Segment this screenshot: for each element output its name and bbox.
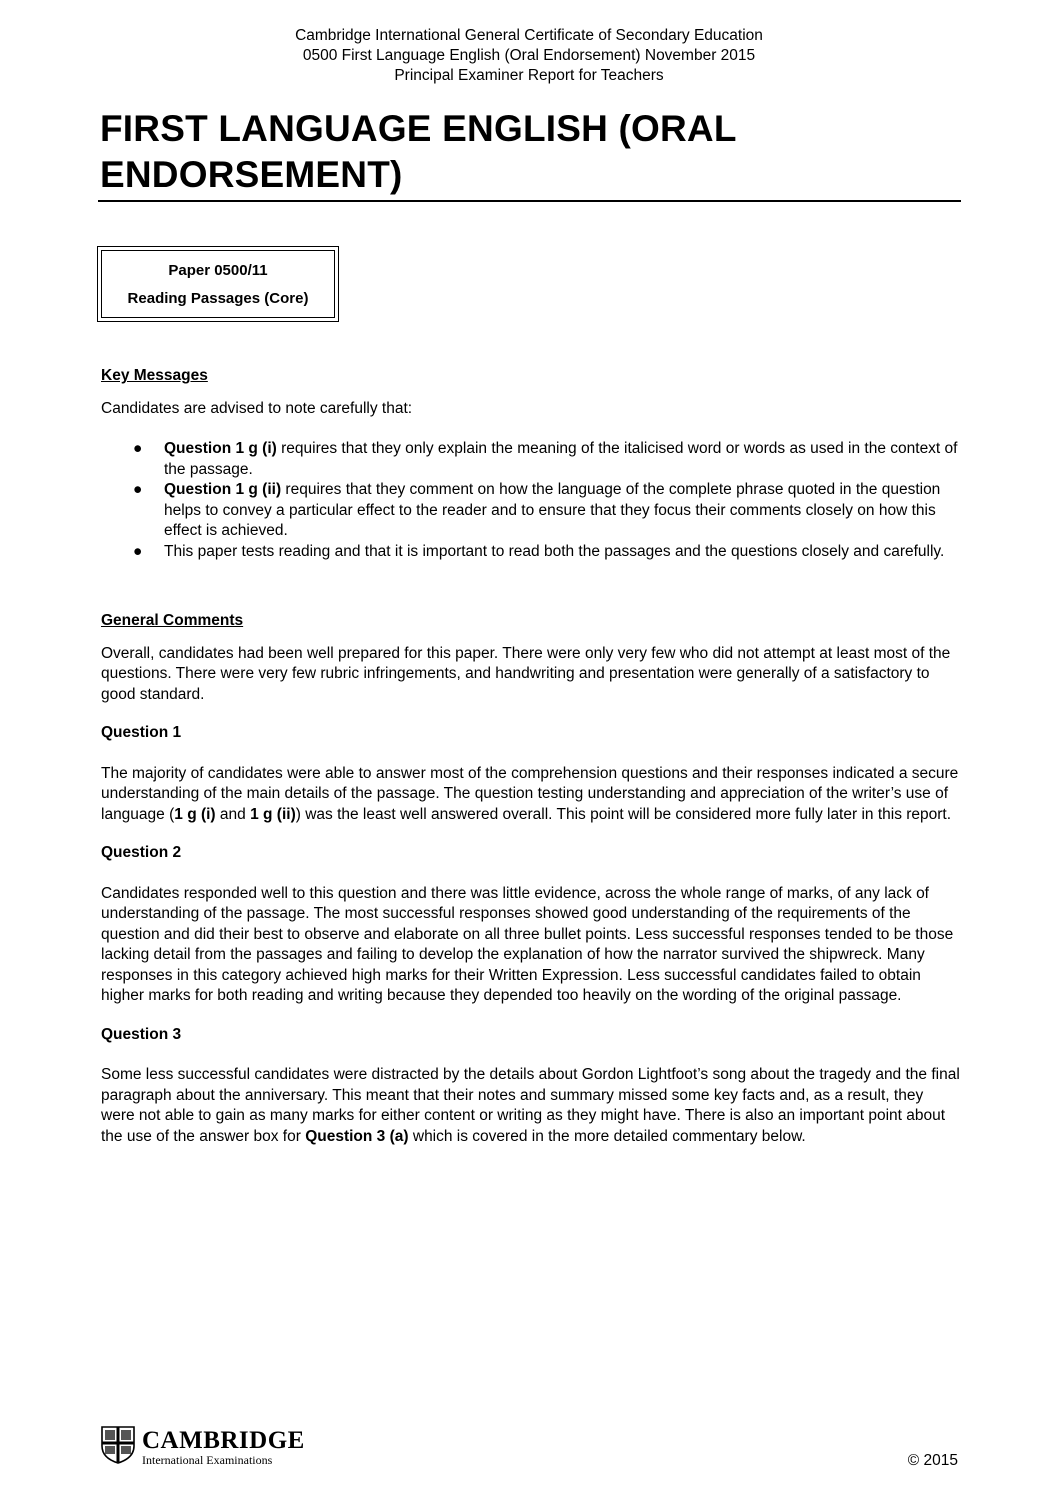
page-title — [100, 106, 737, 198]
page-header — [0, 26, 1058, 86]
question-3-text-part: which is covered in the more detailed commentary below. — [408, 1127, 806, 1145]
title-line-2: ENDORSEMENT) — [100, 154, 403, 195]
question-reference: Question 1 g (ii) — [164, 481, 282, 498]
copyright: © 2015 — [907, 1452, 958, 1469]
crest-icon — [101, 1426, 135, 1464]
report-body — [101, 366, 961, 1147]
bullet-icon: ● — [133, 481, 143, 498]
title-line-1: FIRST LANGUAGE ENGLISH (ORAL — [100, 108, 737, 149]
question-3-text — [101, 1065, 961, 1147]
paper-box — [97, 246, 339, 322]
general-comments-heading: General Comments — [101, 612, 244, 629]
bullet-icon: ● — [133, 542, 143, 560]
paper-box-inner — [101, 250, 335, 318]
logo-subtitle: International Examinations — [142, 1453, 273, 1467]
key-messages-intro: Candidates are advised to note carefully that: — [101, 399, 413, 417]
question-3-text-part: Some less successful candidates were distracted by the details about Gordon Lightfoot’s song about the tragedy and the final paragraph about the anniversary. This meant that their notes and summary missed some key facts and, as a result, they were not able to gain as many marks for either content or writing as they might have. There is also an important point about the use of the answer box for — [101, 1066, 960, 1145]
list-item — [101, 542, 961, 563]
question-reference: 1 g (ii) — [250, 805, 296, 823]
question-reference: 1 g (i) — [174, 805, 216, 823]
bullet-text: This paper tests reading and that it is important to read both the passages and the questions closely and carefully. — [164, 542, 945, 560]
general-comments-text: Overall, candidates had been well prepared for this paper. There were only very few who did not attempt at least most of the questions. There were very few rubric infringements, and handwriting and presentation were generally of a satisfactory to good standard. — [101, 644, 951, 703]
question-1-text — [101, 764, 961, 826]
question-3-heading: Question 3 — [101, 1025, 182, 1043]
bullet-icon: ● — [133, 440, 143, 457]
question-1-text-part: The majority of candidates were able to answer most of the comprehension questions and their responses indicated a secure understanding of the main details of the passage. The question testing understanding and appreciation of the writer’s use of language ( — [101, 764, 959, 823]
bullet-text: requires that they comment on how the language of the complete phrase quoted in the question helps to convey a particular effect to the reader and to ensure that they focus their comments closely on how this effect is achieved. — [164, 481, 941, 539]
bullet-text: requires that they only explain the meaning of the italicised word or words as used in the context of the passage. — [164, 440, 958, 478]
key-messages-heading: Key Messages — [101, 367, 208, 384]
question-reference: Question 1 g (i) — [164, 440, 277, 457]
paper-code: Paper 0500/11 — [168, 262, 268, 279]
question-reference: Question 3 (a) — [305, 1127, 409, 1145]
question-1-text-part: ) was the least well answered overall. This point will be considered more fully later in this report. — [295, 805, 952, 823]
header-line-3: Principal Examiner Report for Teachers — [394, 67, 664, 84]
logo-wordmark: CAMBRIDGE — [142, 1427, 305, 1454]
question-1-heading: Question 1 — [101, 724, 182, 741]
title-divider — [98, 200, 961, 202]
paper-name: Reading Passages (Core) — [127, 290, 309, 307]
question-2-text: Candidates responded well to this question and there was little evidence, across the whole range of marks, of any lack of understanding of the passage. The most successful responses showed good understanding of the requirements of the question and did their best to observe and elaborate on all three bullet points. Less successful responses tended to be those lacking detail from the passages and failing to develop the explanation of how the narrator survived the shipwreck. Many responses in this category achieved high marks for their Written Expression. Less successful candidates failed to obtain higher marks for both reading and writing because they depended too heavily on the wording of the original passage. — [101, 884, 954, 1004]
list-item — [101, 480, 961, 542]
key-messages-list — [101, 439, 961, 562]
list-item — [101, 439, 961, 480]
header-line-1: Cambridge International General Certificate of Secondary Education — [295, 27, 763, 44]
question-2-heading: Question 2 — [101, 844, 182, 861]
header-line-2: 0500 First Language English (Oral Endorsement) November 2015 — [302, 47, 756, 64]
question-1-text-part: and — [215, 805, 251, 823]
